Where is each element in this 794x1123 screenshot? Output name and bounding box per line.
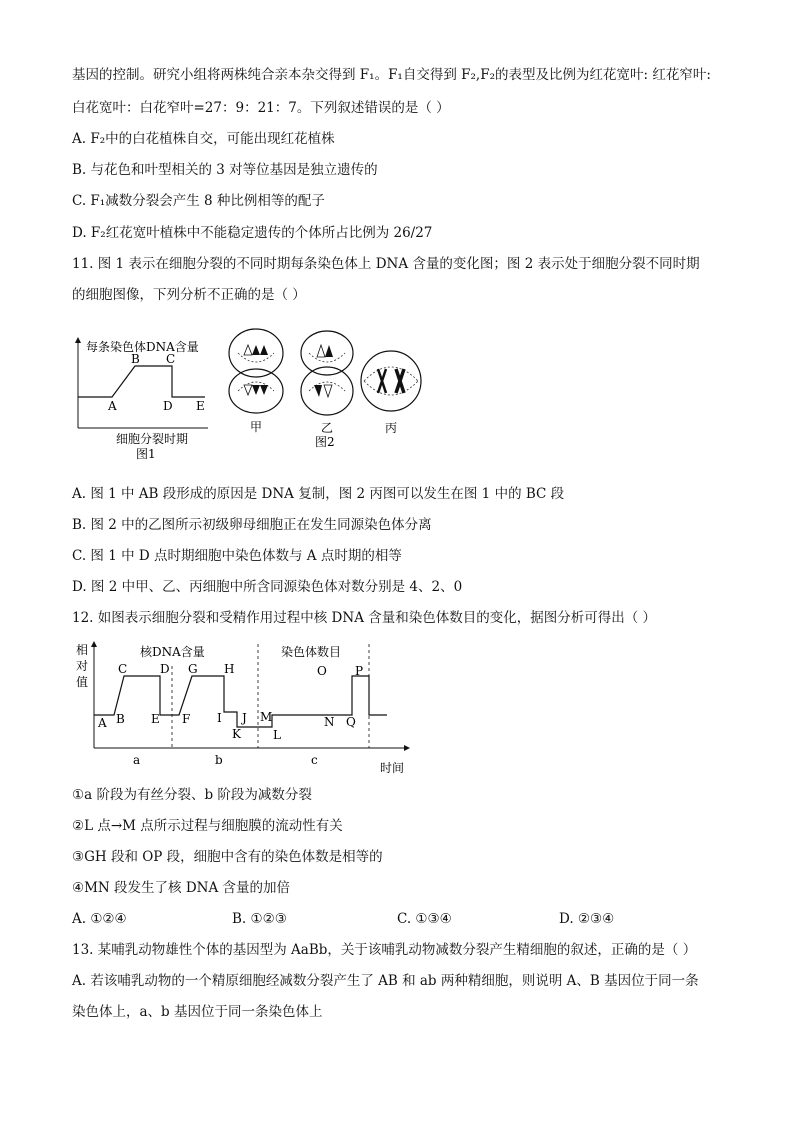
fig3-x-label: 时间 [380,761,405,775]
fig3-curve [94,676,387,727]
fig3-point-h: H [224,662,235,676]
q11-option-c: C. 图 1 中 D 点时期细胞中染色体数与 A 点时期的相等 [72,548,402,564]
q10-stem-line1: 基因的控制。研究小组将两株纯合亲本杂交得到 F₁。F₁自交得到 F₂,F₂的表型及比例为红花宽叶: 红花窄叶: [72,67,711,83]
fig3-section-dna: 核DNA含量 [140,645,205,659]
q12-option-d: D. ②③④ [559,911,615,927]
q13-option-a-line1: A. 若该哺乳动物的一个精原细胞经减数分裂产生了 AB 和 ab 两种精细胞，则说明 A、B 基因位于同一条 [72,973,699,989]
fig3-point-a: A [98,716,107,730]
fig3-y-label-2: 对 [76,659,89,673]
cell-label-jia: 甲 [250,420,263,434]
q12-statement-1: ①a 阶段为有丝分裂、b 阶段为减数分裂 [72,787,312,803]
fig3-point-b: B [116,712,125,726]
fig3-point-m: M [260,710,273,724]
fig3-point-d: D [160,662,170,676]
q10-stem-line2: 白花宽叶：白花窄叶=27：9：21：7。下列叙述错误的是（ ） [72,100,450,116]
fig3-point-k: K [232,727,241,741]
fig3-section-chrom: 染色体数目 [281,645,342,659]
q12-statement-3: ③GH 段和 OP 段，细胞中含有的染色体数是相等的 [72,849,383,865]
fig1-point-e: E [196,399,205,413]
q12-stem: 12. 如图表示细胞分裂和受精作用过程中核 DNA 含量和染色体数目的变化，据图分析可得出（ ） [72,610,657,626]
fig3-phase-c: c [311,753,318,767]
fig3-phase-a: a [133,753,141,767]
q13-option-a-line2: 染色体上，a、b 基因位于同一条染色体上 [72,1004,323,1020]
q12-statement-4: ④MN 段发生了核 DNA 含量的加倍 [72,880,290,896]
fig3-y-label-1: 相 [76,643,89,657]
fig3-point-i: I [217,711,222,725]
figure-2-cell-images [224,323,434,453]
fig1-x-label: 细胞分裂时期 [116,432,189,446]
fig3-point-p: P [355,664,364,678]
q10-option-c: C. F₁减数分裂会产生 8 种比例相等的配子 [72,193,325,209]
cell-yi [301,331,353,415]
q12-option-a: A. ①②④ [72,911,127,927]
fig3-point-f: F [182,712,191,726]
cell-label-bing: 丙 [385,421,398,435]
fig1-point-b: B [131,352,140,366]
q11-option-b: B. 图 2 中的乙图所示初级卵母细胞正在发生同源染色体分离 [72,517,432,533]
q13-stem: 13. 某哺乳动物雄性个体的基因型为 AaBb，关于该哺乳动物减数分裂产生精细胞的叙述，正确的是（ ） [72,942,697,958]
fig3-point-q: Q [346,715,356,729]
fig1-caption: 图1 [136,447,156,461]
fig1-y-label: 每条染色体DNA含量 [86,340,199,354]
cell-jia [229,329,283,413]
fig3-point-o: O [317,664,327,678]
q12-option-b: B. ①②③ [232,911,287,927]
cell-bing [361,351,421,411]
q10-option-d: D. F₂红花宽叶植株中不能稳定遗传的个体所占比例为 26/27 [72,225,433,241]
q11-option-a: A. 图 1 中 AB 段形成的原因是 DNA 复制，图 2 丙图可以发生在图 1 中的 BC 段 [72,486,565,502]
fig3-point-c: C [118,662,128,676]
q10-option-b: B. 与花色和叶型相关的 3 对等位基因是独立遗传的 [72,162,378,178]
cell-label-yi: 乙 [321,421,334,435]
fig2-caption: 图2 [315,435,335,449]
q11-stem-line1: 11. 图 1 表示在细胞分裂的不同时期每条染色体上 DNA 含量的变化图；图 2 表示处于细胞分裂不同时期 [72,256,700,272]
q11-option-d: D. 图 2 中甲、乙、丙细胞中所含同源染色体对数分别是 4、2、0 [72,579,463,595]
fig3-y-label-3: 值 [76,675,89,689]
q11-stem-line2: 的细胞图像，下列分析不正确的是（ ） [72,287,306,303]
fig1-point-c: C [166,352,176,366]
fig3-point-l: L [273,728,281,742]
fig3-point-n: N [324,715,335,729]
q12-statement-2: ②L 点→M 点所示过程与细胞膜的流动性有关 [72,818,343,834]
fig3-point-e: E [151,712,160,726]
q10-option-a: A. F₂中的白花植株自交，可能出现红花植株 [72,131,335,147]
fig1-point-a: A [108,399,117,413]
fig3-phase-b: b [215,753,223,767]
figure-dna-chromosome-changes [72,638,417,778]
figure-1-dna-per-chromosome [70,330,230,465]
fig3-point-j: J [242,711,247,725]
fig1-curve [78,366,205,397]
q12-option-c: C. ①③④ [397,911,452,927]
fig3-point-g: G [188,662,198,676]
fig1-point-d: D [163,399,173,413]
